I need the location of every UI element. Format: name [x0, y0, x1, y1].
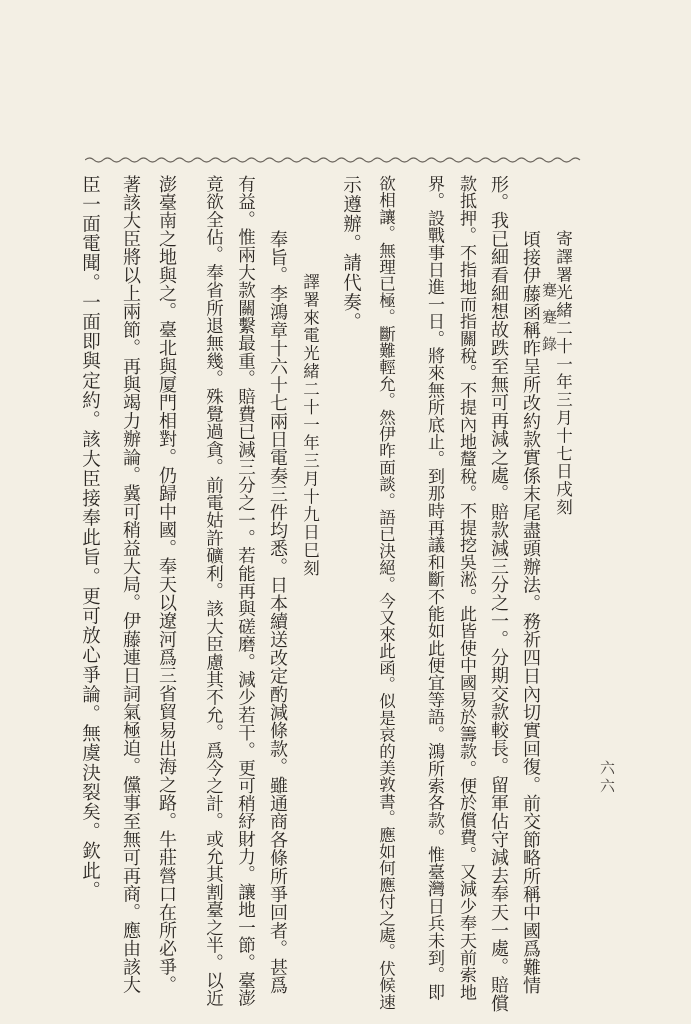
text-column: 奉旨。李鴻章十六十七兩日電奏三件均悉。日本續送改定酌減條款。雖通商各條所爭回者。甚爲 — [267, 230, 288, 995]
text-column: 有益。惟兩大款關繫最重。賠費已減三分之一。若能再與磋磨。減少若干。更可稍紓財力。讓地一節。臺澎 — [235, 175, 256, 1007]
running-title: 蹇蹇錄 — [540, 282, 558, 363]
text-column: 澎臺南之地與之。臺北與厦門相對。仍歸中國。奉天以遼河爲三省貿易出海之路。牛莊營口在所必爭。 — [156, 175, 177, 994]
text-column: 款抵押。不指地而指關稅。不提內地釐稅。不提挖吳淞。此皆使中國易於籌款。便於償費。又減少奉天前索地 — [456, 175, 476, 1001]
text-column: 欲相讓。無理已極。斷難輕允。然伊昨面談。語已決絕。今又來此函。似是哀的美敦書。應如何應付之處。伏候速 — [376, 175, 396, 1010]
text-column: 臣一面電聞。一面即與定約。該大臣接奉此旨。更可放心爭論。無虞決裂矣。欽此。 — [79, 175, 101, 901]
text-column: 界。設戰事日進一日。將來無所底止。到那時再議和斷不能如此便宜等語。鴻所索各款。惟臺灣日兵未到。即 — [424, 175, 444, 1001]
section-heading: 譯署來電光緒二十一年三月十九日巳刻 — [300, 273, 320, 578]
wavy-divider — [85, 156, 585, 164]
text-column: 竟欲全佔。奉省所退無幾。殊覺過貪。前電姑許礦利。該大臣慮其不允。爲今之計。或允其割臺之半。以近 — [203, 175, 224, 1007]
page-number: 六六 — [598, 760, 616, 796]
text-column: 形。我已細看細想故跌至無可再減之處。賠款減三分之一。分期交款較長。留軍佔守減去奉天一處。賠償 — [488, 175, 509, 1013]
wavy-line — [85, 156, 585, 164]
section-heading: 寄譯署光緒二十一年三月十七日戌刻 — [553, 230, 573, 517]
text-column: 示遵辦。請代奏。 — [340, 175, 362, 332]
text-column: 著該大臣將以上兩節。再與竭力辦論。冀可稍益大局。伊藤連日詞氣極迫。儻事至無可再商。應由該大 — [120, 175, 141, 994]
text-column: 頃接伊藤函稱昨呈所改約款實係末尾盡頭辦法。務祈四日內切實回復。前交節略所稱中國爲難情 — [520, 230, 541, 995]
